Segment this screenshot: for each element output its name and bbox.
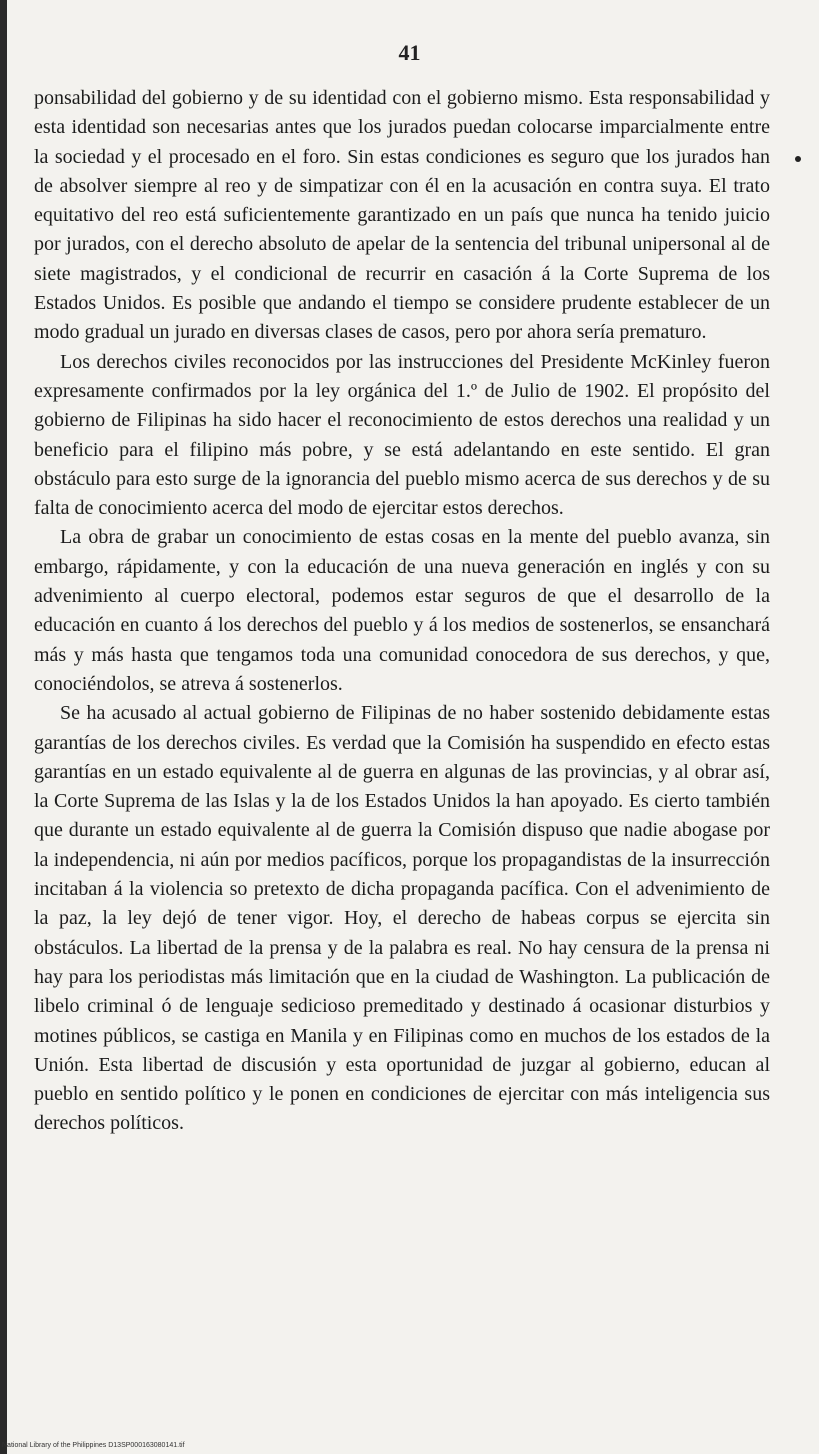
scan-footer: National Library of the Philippines D13SP000163080141.tif (2, 1442, 185, 1449)
paragraph-4: Se ha acusado al actual gobierno de Filipinas de no haber sostenido debidamente estas garantías de los derechos civiles. Es verdad que la Comisión ha suspendido en efecto estas garantías en un estado equivalente al de guerra en algunas de las provincias, y al obrar así, la Corte Suprema de las Islas y la de los Estados Unidos la han apoyado. Es cierto también que durante un estado equivalente al de guerra la Comisión dispuso que nadie abogase por la independencia, ni aún por medios pacíficos, porque los propagandistas de la insurrección incitaban á la violencia so pretexto de dicha propaganda pacífica. Con el advenimiento de la paz, la ley dejó de tener vigor. Hoy, el derecho de habeas corpus se ejercita sin obstáculos. La libertad de la prensa y de la palabra es real. No hay censura de la prensa ni hay para los periodistas más limitación que en la ciudad de Washington. La publicación de libelo criminal ó de lenguaje sedicioso premeditado y destinado á ocasionar disturbios y motines públicos, se castiga en Manila y en Filipinas como en muchos de los estados de la Unión. Esta libertad de discusión y esta oportunidad de juzgar al gobierno, educan al pueblo en sentido político y le ponen en condiciones de ejercitar con más inteligencia sus derechos políticos. (34, 702, 770, 1135)
ink-speck (795, 156, 801, 162)
page-body (34, 84, 770, 1139)
page-number: 41 (398, 40, 421, 65)
paragraph-3: La obra de grabar un conocimiento de estas cosas en la mente del pueblo avanza, sin embargo, rápidamente, y con la educación de una nueva generación en inglés y con su advenimiento al cuerpo electoral, podemos estar seguros de que el desarrollo de la educación en cuanto á los derechos del pueblo y á los medios de sostenerlos, se ensanchará más y más hasta que tengamos toda una comunidad conocedora de sus derechos, y que, conociéndolos, se atreva á sostenerlos. (34, 526, 770, 695)
paragraph-2: Los derechos civiles reconocidos por las instrucciones del Presidente McKinley fueron expresamente confirmados por la ley orgánica del 1.º de Julio de 1902. El propósito del gobierno de Filipinas ha sido hacer el reconocimiento de estos derechos una realidad y un beneficio para el filipino más pobre, y se está adelantando en este sentido. El gran obstáculo para esto surge de la ignorancia del pueblo mismo acerca de sus derechos y de su falta de conocimiento acerca del modo de ejercitar estos derechos. (34, 350, 770, 520)
scan-left-edge (0, 0, 7, 1454)
paragraph-1: ponsabilidad del gobierno y de su identidad con el gobierno mismo. Esta responsabilidad y esta identidad son necesarias antes que los jurados puedan colocarse imparcialmente entre la sociedad y el procesado en el foro. Sin estas condiciones es seguro que los jurados han de absolver siempre al reo y de simpatizar con él en la acusación en contra suya. El trato equitativo del reo está suficientemente garantizado en un país que nunca ha tenido juicio por jurados, con el derecho absoluto de apelar de la sentencia del tribunal unipersonal al de siete magistrados, y el condicional de recurrir en casación á la Corte Suprema de los Estados Unidos. Es posible que andando el tiempo se considere prudente establecer de un modo gradual un jurado en diversas clases de casos, pero por ahora sería prematuro. (34, 87, 770, 344)
